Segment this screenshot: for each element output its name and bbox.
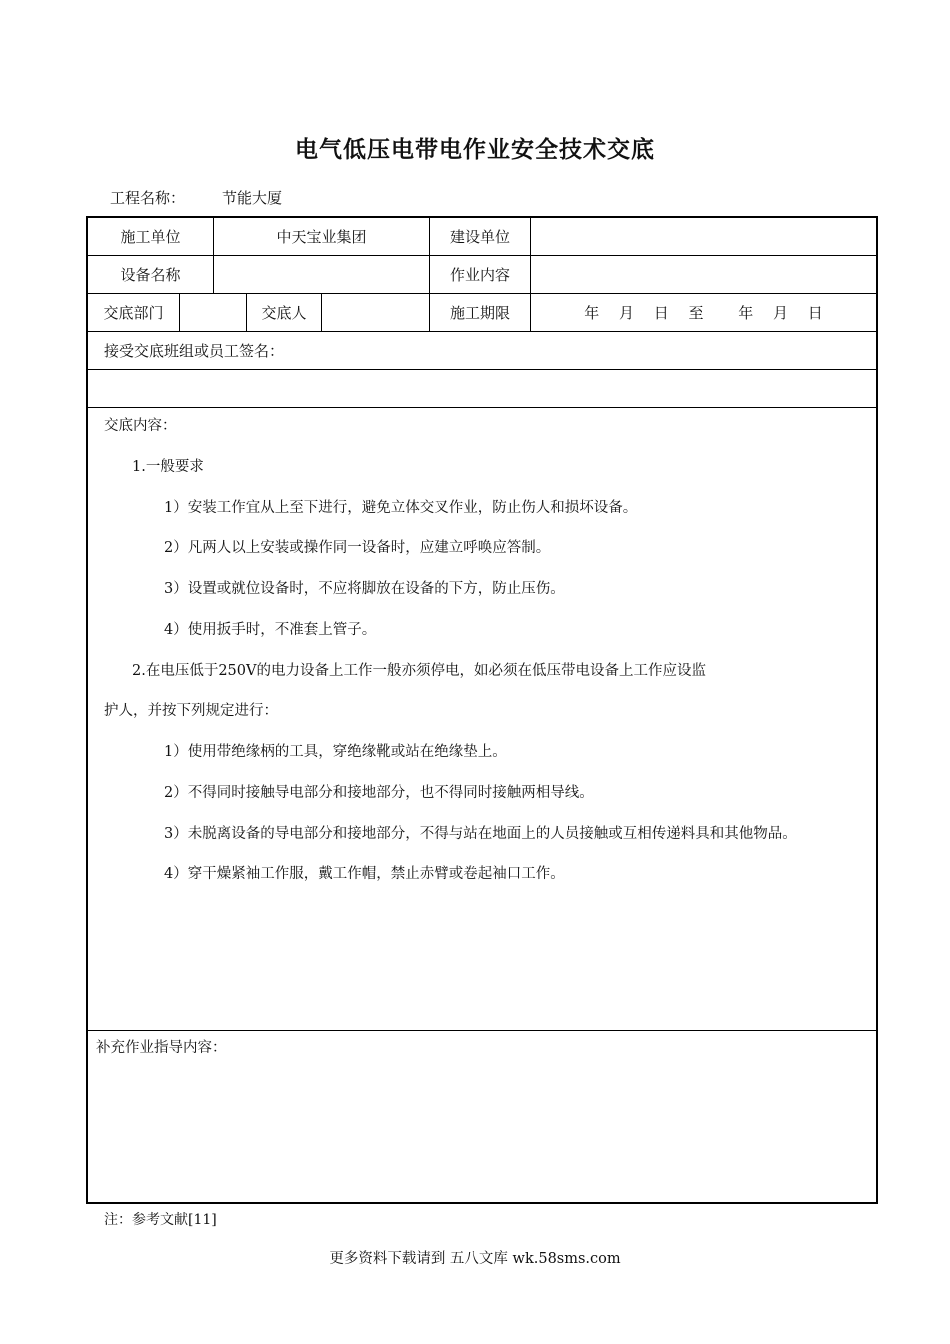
builder-unit-label: 建设单位 [429, 218, 530, 255]
construction-period-label: 施工期限 [429, 294, 530, 331]
work-content-label: 作业内容 [429, 256, 530, 293]
content-line: 2）凡两人以上安装或操作同一设备时，应建立呼唤应答制。 [164, 540, 551, 556]
document-title: 电气低压电带电作业安全技术交底 [295, 137, 655, 163]
content-line: 2）不得同时接触导电部分和接地部分，也不得同时接触两相导线。 [164, 785, 594, 801]
project-name-label: 工程名称： [110, 189, 186, 207]
reference-note: 注：参考文献[11] [104, 1212, 217, 1228]
signature-label: 接受交底班组或员工签名： [104, 342, 285, 360]
disclosure-dept-value[interactable] [179, 294, 246, 331]
builder-unit-value[interactable] [530, 218, 876, 255]
disclosure-dept-label: 交底部门 [103, 304, 164, 322]
discloser-value[interactable] [321, 294, 429, 331]
form-row-signature-label [88, 332, 876, 370]
content-line: 1）使用带绝缘柄的工具，穿绝缘靴或站在绝缘垫上。 [164, 744, 507, 760]
disclosure-content [88, 408, 876, 1031]
project-name-value: 节能大厦 [222, 189, 283, 207]
form-row-equipment [88, 256, 876, 294]
equipment-name-value[interactable] [213, 256, 429, 293]
content-line: 2.在电压低于250V的电力设备上工作一般亦须停电，如必须在低压带电设备上工作应设监 [132, 663, 706, 679]
content-line: 3）未脱离设备的导电部分和接地部分，不得与站在地面上的人员接触或互相传递料具和其他物品。 [164, 826, 797, 842]
content-line: 4）使用扳手时，不准套上管子。 [164, 622, 377, 638]
disclosure-form [86, 216, 878, 1204]
content-line: 1）安装工作宜从上至下进行，避免立体交叉作业，防止伤人和损坏设备。 [164, 500, 638, 516]
content-line: 护人，并按下列规定进行： [104, 703, 278, 719]
construction-unit-value[interactable]: 中天宝业集团 [213, 218, 429, 255]
content-label: 交底内容： [104, 418, 177, 434]
content-line: 1.一般要求 [132, 459, 204, 475]
construction-unit-label: 施工单位 [120, 228, 181, 246]
footer-text: 更多资料下载请到 五八文库 wk.58sms.com [329, 1251, 621, 1267]
content-line: 3）设置或就位设备时，不应将脚放在设备的下方，防止压伤。 [164, 581, 565, 597]
equipment-name-label: 设备名称 [120, 266, 181, 284]
form-row-disclosure [88, 294, 876, 332]
project-info [110, 187, 282, 208]
signature-field[interactable] [88, 370, 876, 408]
construction-period-value[interactable]: 年 月 日 至 年 月 日 [530, 294, 876, 331]
content-line: 4）穿干燥紧袖工作服，戴工作帽，禁止赤臂或卷起袖口工作。 [164, 866, 565, 882]
supplement-section[interactable] [88, 1030, 876, 1202]
form-row-units [88, 218, 876, 256]
work-content-value[interactable] [530, 256, 876, 293]
discloser-label: 交底人 [246, 294, 321, 331]
supplement-label: 补充作业指导内容： [96, 1040, 227, 1056]
